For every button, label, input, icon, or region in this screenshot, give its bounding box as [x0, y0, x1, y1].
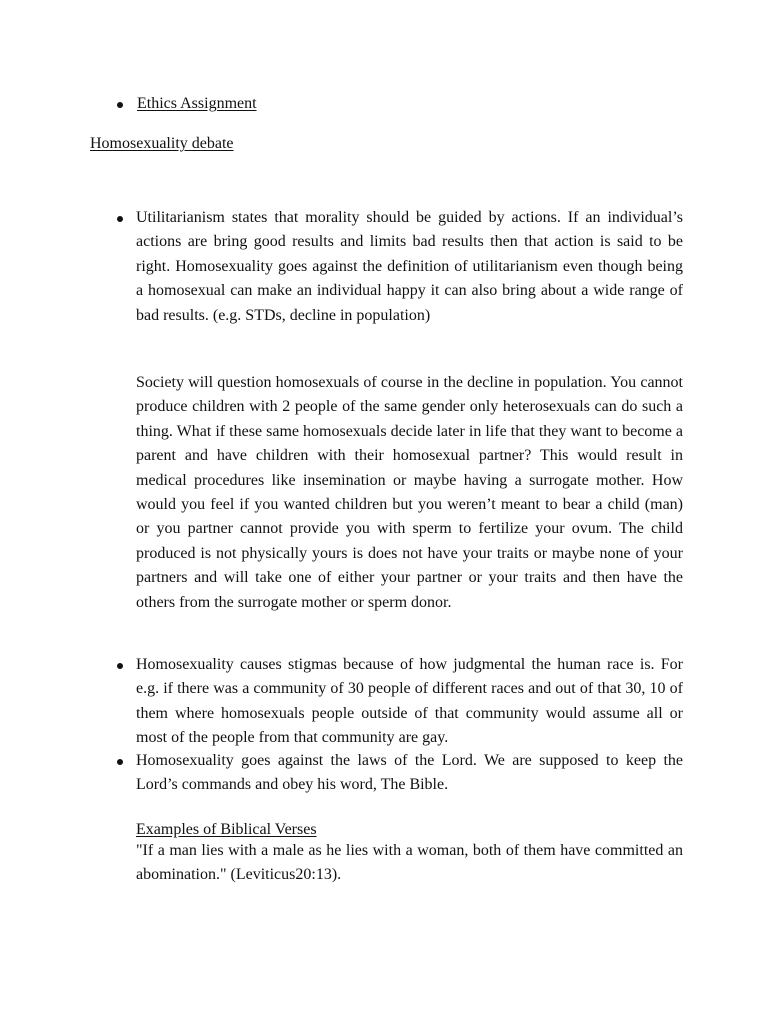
- document-subtitle: Homosexuality debate: [90, 135, 234, 152]
- bullet-dot: [117, 663, 123, 669]
- society-paragraph: Society will question homosexuals of course in the decline in population. You cannot produce children with 2 people of the same gender only heterosexuals can do such a thing. What if these same homosexuals decide later in life that they want to become a parent and have children with their homosexual partner? This would result in medical procedures like insemination or maybe having a surrogate mother. How would you feel if you wanted children but you weren’t meant to bear a child (man) or you partner cannot provide you with sperm to fertilize your ovum. The child produced is not physically yours is does not have your traits or maybe none of your partners and will take one of either your partner or your traits and then have the others from the surrogate mother or sperm donor.: [136, 374, 683, 611]
- biblical-verses-heading: Examples of Biblical Verses: [136, 821, 317, 838]
- utilitarianism-paragraph: Utilitarianism states that morality should be guided by actions. If an individual’s actions are bring good results and limits bad results then that action is said to be right. Homosexuality goes against the definition of utilitarianism even though being a homosexual can make an individual happy it can also bring about a wide range of bad results. (e.g. STDs, decline in population): [136, 209, 683, 324]
- leviticus-quote: "If a man lies with a male as he lies with a woman, both of them have committed an abomination." (Leviticus20:13).: [136, 842, 683, 884]
- assignment-title: Ethics Assignment: [137, 95, 257, 112]
- lord-paragraph: Homosexuality goes against the laws of the Lord. We are supposed to keep the Lord’s commands and obey his word, The Bible.: [136, 752, 683, 794]
- bullet-dot: [117, 759, 123, 765]
- bullet-dot: [117, 216, 123, 222]
- stigma-paragraph: Homosexuality causes stigmas because of how judgmental the human race is. For e.g. if there was a community of 30 people of different races and out of that 30, 10 of them where homosexuals people outside of that community would assume all or most of the people from that community are gay.: [136, 656, 683, 747]
- bullet-dot: [117, 102, 123, 108]
